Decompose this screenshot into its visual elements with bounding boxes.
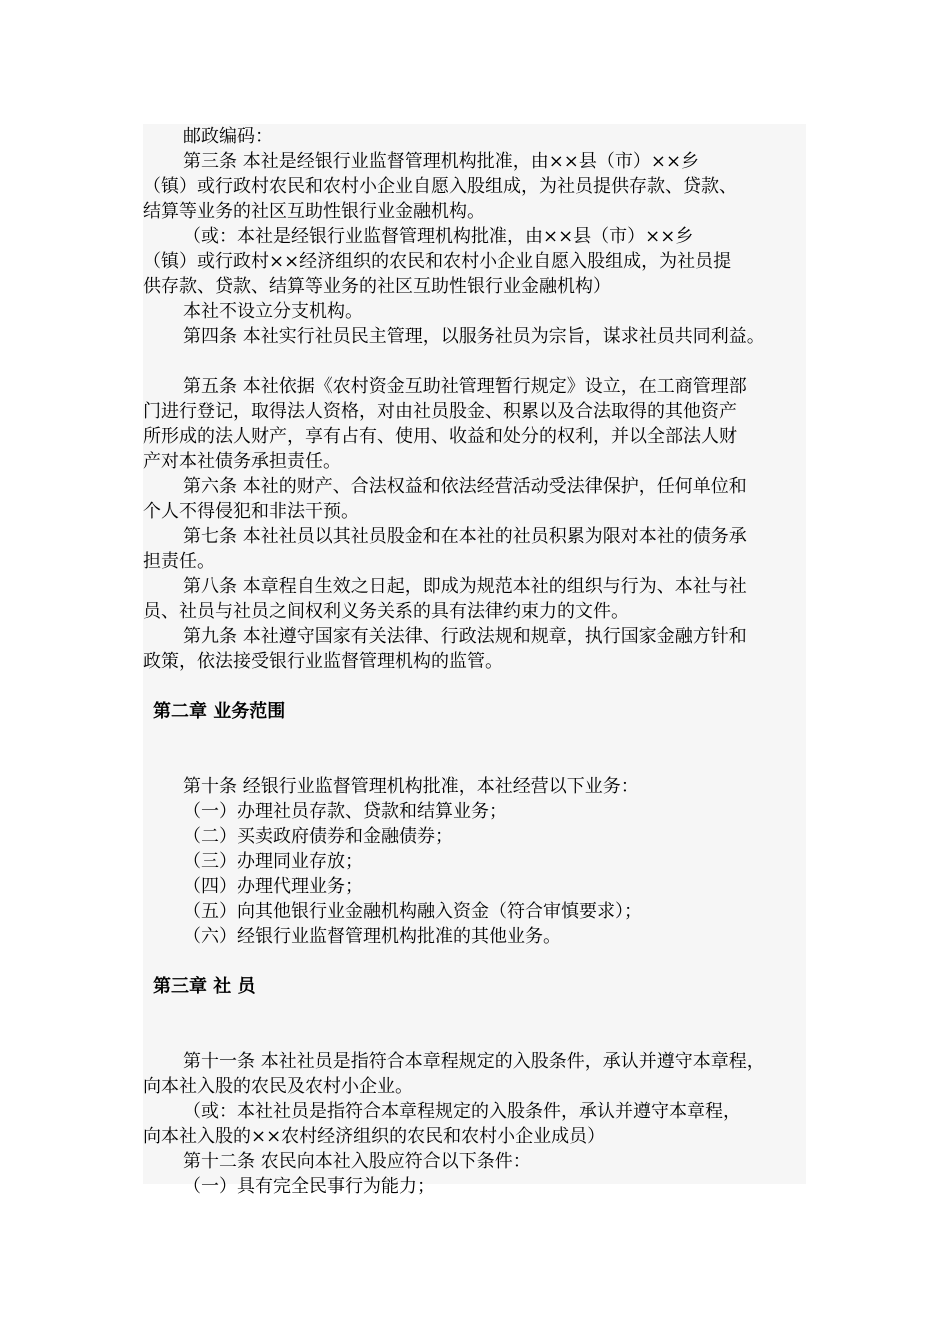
spacer	[143, 724, 843, 774]
article-10-item: （三）办理同业存放；	[183, 851, 363, 872]
article-5-line: 第五条 本社依据《农村资金互助社管理暂行规定》设立，在工商管理部	[183, 376, 747, 397]
article-3-alt-line: 供存款、贷款、结算等业务的社区互助性银行业金融机构）	[143, 276, 611, 297]
article-10-item: （六）经银行业监督管理机构批准的其他业务。	[183, 926, 561, 947]
no-branch-line: 本社不设立分支机构。	[183, 301, 363, 322]
chapter-2-heading: 第二章 业务范围	[153, 701, 286, 722]
article-7-line: 担责任。	[143, 551, 215, 572]
article-3-line: 结算等业务的社区互助性银行业金融机构。	[143, 201, 485, 222]
article-11-alt-line: （或：本社社员是指符合本章程规定的入股条件，承认并遵守本章程，	[183, 1101, 741, 1122]
article-11-alt-line: 向本社入股的××农村经济组织的农民和农村小企业成员）	[143, 1126, 606, 1147]
spacer	[143, 674, 843, 699]
article-9-line: 第九条 本社遵守国家有关法律、行政法规和规章，执行国家金融方针和	[183, 626, 747, 647]
article-4-line: 第四条 本社实行社员民主管理，以服务社员为宗旨，谋求社员共同利益。	[183, 326, 765, 347]
article-12-item: （一）具有完全民事行为能力；	[183, 1176, 435, 1197]
spacer	[143, 949, 843, 974]
article-3-alt-line: （镇）或行政村××经济组织的农民和农村小企业自愿入股组成，为社员提	[143, 251, 732, 272]
article-11-line: 第十一条 本社社员是指符合本章程规定的入股条件，承认并遵守本章程，	[183, 1051, 765, 1072]
article-5-line: 门进行登记，取得法人资格，对由社员股金、积累以及合法取得的其他资产	[143, 401, 737, 422]
article-8-line: 员、社员与社员之间权利义务关系的具有法律约束力的文件。	[143, 601, 629, 622]
article-3-line: （镇）或行政村农民和农村小企业自愿入股组成，为社员提供存款、贷款、	[143, 176, 737, 197]
article-7-line: 第七条 本社社员以其社员股金和在本社的社员积累为限对本社的债务承	[183, 526, 747, 547]
article-10-item: （四）办理代理业务；	[183, 876, 363, 897]
spacer	[143, 999, 843, 1049]
chapter-3-heading: 第三章 社 员	[153, 976, 256, 997]
article-5-line: 产对本社债务承担责任。	[143, 451, 341, 472]
article-5-line: 所形成的法人财产，享有占有、使用、收益和处分的权利，并以全部法人财	[143, 426, 737, 447]
article-10-item: （五）向其他银行业金融机构融入资金（符合审慎要求）；	[183, 901, 642, 922]
postcode-line: 邮政编码：	[183, 126, 273, 147]
article-10-intro: 第十条 经银行业监督管理机构批准，本社经营以下业务：	[183, 776, 639, 797]
article-9-line: 政策，依法接受银行业监督管理机构的监管。	[143, 651, 503, 672]
article-6-line: 第六条 本社的财产、合法权益和依法经营活动受法律保护，任何单位和	[183, 476, 747, 497]
article-3-alt-line: （或：本社是经银行业监督管理机构批准，由××县（市）××乡	[183, 226, 694, 247]
document-body	[143, 124, 843, 1199]
article-10-item: （二）买卖政府债券和金融债券；	[183, 826, 453, 847]
article-11-line: 向本社入股的农民及农村小企业。	[143, 1076, 413, 1097]
article-12-intro: 第十二条 农民向本社入股应符合以下条件：	[183, 1151, 531, 1172]
article-3-line: 第三条 本社是经银行业监督管理机构批准，由××县（市）××乡	[183, 151, 700, 172]
article-10-item: （一）办理社员存款、贷款和结算业务；	[183, 801, 507, 822]
article-8-line: 第八条 本章程自生效之日起，即成为规范本社的组织与行为、本社与社	[183, 576, 747, 597]
spacer	[143, 349, 843, 374]
article-6-line: 个人不得侵犯和非法干预。	[143, 501, 359, 522]
